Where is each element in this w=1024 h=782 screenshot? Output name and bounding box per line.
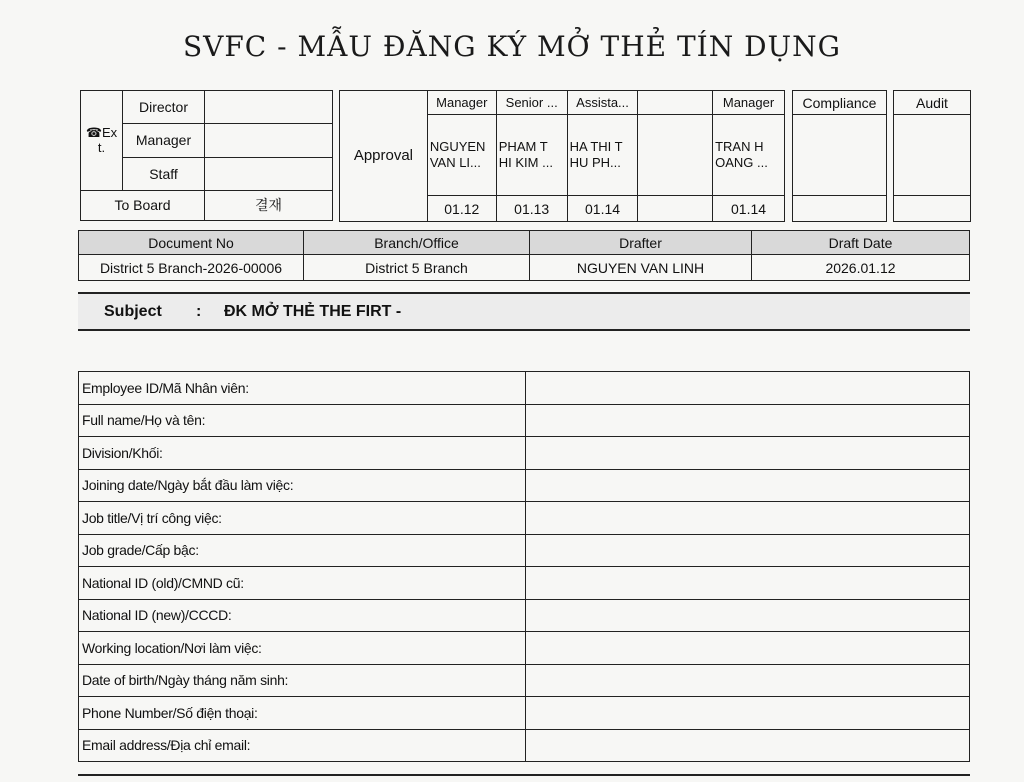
audit-label: Audit — [894, 91, 971, 115]
form-row — [79, 632, 970, 665]
document-info-table — [78, 230, 970, 281]
subject-label: Subject — [104, 302, 162, 320]
approval-date — [638, 196, 713, 222]
page-title: SVFC - MẪU ĐĂNG KÝ MỞ THẺ TÍN DỤNG — [182, 30, 842, 63]
signoff-row-manager: Manager — [123, 124, 205, 157]
field-value-job-title[interactable] — [526, 502, 970, 535]
approval-date: 01.14 — [713, 196, 785, 222]
compliance-date — [793, 196, 887, 222]
field-value-national-id-old[interactable] — [526, 567, 970, 600]
approver-role: Manager — [713, 91, 785, 115]
approver-name: TRAN H OANG ... — [713, 115, 785, 196]
form-row — [79, 599, 970, 632]
field-label: National ID (new)/CCCD: — [79, 599, 526, 632]
field-value-email[interactable] — [526, 729, 970, 762]
to-board-mark: 결재 — [205, 190, 333, 220]
approval-date: 01.12 — [427, 196, 496, 222]
branch-office: District 5 Branch — [304, 255, 530, 281]
subject-colon: : — [196, 302, 202, 320]
ext-cell: ☎Ex t. — [81, 91, 123, 191]
form-row — [79, 534, 970, 567]
audit-table — [893, 90, 971, 222]
field-label: Division/Khối: — [79, 437, 526, 470]
approval-table — [339, 90, 785, 222]
docinfo-header: Draft Date — [752, 231, 970, 255]
field-label: Joining date/Ngày bắt đầu làm việc: — [79, 469, 526, 502]
document-no: District 5 Branch-2026-00006 — [79, 255, 304, 281]
field-value-working-location[interactable] — [526, 632, 970, 665]
docinfo-header: Branch/Office — [304, 231, 530, 255]
field-label: Full name/Họ và tên: — [79, 404, 526, 437]
signoff-manager-sign[interactable] — [205, 124, 333, 157]
approver-role: Senior ... — [496, 91, 567, 115]
signoff-row-director: Director — [123, 91, 205, 124]
bottom-divider — [78, 774, 970, 776]
signoff-director-sign[interactable] — [205, 91, 333, 124]
signoff-table — [80, 90, 333, 221]
drafter: NGUYEN VAN LINH — [530, 255, 752, 281]
draft-date: 2026.01.12 — [752, 255, 970, 281]
form-row — [79, 469, 970, 502]
approval-label: Approval — [340, 91, 428, 222]
form-row — [79, 437, 970, 470]
signoff-row-staff: Staff — [123, 157, 205, 190]
approver-role: Assista... — [567, 91, 638, 115]
field-label: Date of birth/Ngày tháng năm sinh: — [79, 664, 526, 697]
to-board-label: To Board — [81, 190, 205, 220]
field-label: National ID (old)/CMND cũ: — [79, 567, 526, 600]
subject-text: ĐK MỞ THẺ THE FIRT - — [224, 302, 402, 320]
audit-sign[interactable] — [894, 115, 971, 196]
form-row — [79, 664, 970, 697]
field-value-phone[interactable] — [526, 697, 970, 730]
field-value-job-grade[interactable] — [526, 534, 970, 567]
field-label: Working location/Nơi làm việc: — [79, 632, 526, 665]
compliance-table — [792, 90, 887, 222]
form-row — [79, 729, 970, 762]
approver-role — [638, 91, 713, 115]
approval-date: 01.13 — [496, 196, 567, 222]
docinfo-header: Drafter — [530, 231, 752, 255]
field-value-division[interactable] — [526, 437, 970, 470]
field-label: Employee ID/Mã Nhân viên: — [79, 372, 526, 405]
compliance-sign[interactable] — [793, 115, 887, 196]
subject-bar — [78, 292, 970, 331]
form-row — [79, 567, 970, 600]
field-label: Job grade/Cấp bậc: — [79, 534, 526, 567]
form-row — [79, 372, 970, 405]
field-value-employee-id[interactable] — [526, 372, 970, 405]
approver-name: NGUYEN VAN LI... — [427, 115, 496, 196]
field-value-national-id-new[interactable] — [526, 599, 970, 632]
field-value-date-of-birth[interactable] — [526, 664, 970, 697]
field-label: Phone Number/Số điện thoại: — [79, 697, 526, 730]
form-row — [79, 502, 970, 535]
approver-name: PHAM T HI KIM ... — [496, 115, 567, 196]
employee-form-table — [78, 371, 970, 762]
approver-name — [638, 115, 713, 196]
compliance-label: Compliance — [793, 91, 887, 115]
approval-date: 01.14 — [567, 196, 638, 222]
field-value-joining-date[interactable] — [526, 469, 970, 502]
approver-role: Manager — [427, 91, 496, 115]
phone-icon: ☎Ex — [85, 125, 118, 141]
docinfo-header: Document No — [79, 231, 304, 255]
field-label: Job title/Vị trí công việc: — [79, 502, 526, 535]
field-label: Email address/Địa chỉ email: — [79, 729, 526, 762]
approver-name: HA THI T HU PH... — [567, 115, 638, 196]
audit-date — [894, 196, 971, 222]
field-value-full-name[interactable] — [526, 404, 970, 437]
form-row — [79, 404, 970, 437]
form-row — [79, 697, 970, 730]
signoff-staff-sign[interactable] — [205, 157, 333, 190]
